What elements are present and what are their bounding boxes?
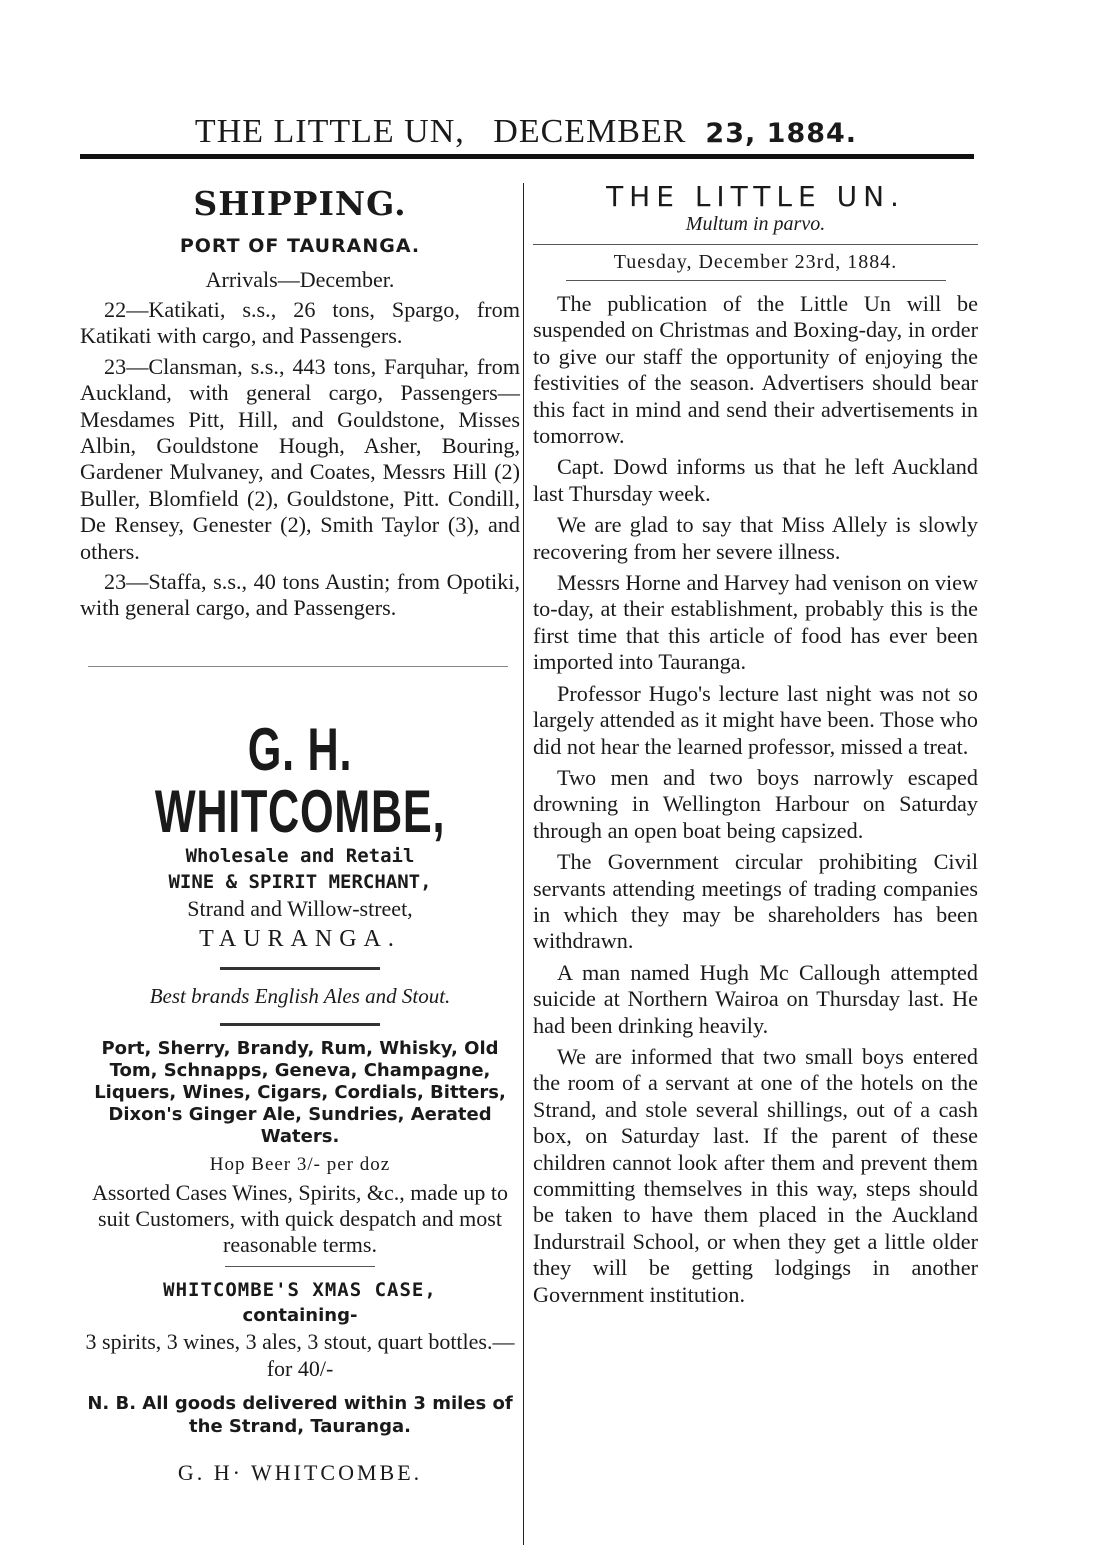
advert-rule xyxy=(220,1023,380,1026)
page-header xyxy=(80,113,972,151)
news-item: The publication of the Little Un will be suspended on Christmas and Boxing-day, in order to give our staff the opportunity of enjoying the festivities of the season. Advertisers should bear this fact in mind and send their advertisements in tomorrow. xyxy=(533,291,978,449)
advert-xmas-sub: containing- xyxy=(242,1304,358,1326)
news-item: Capt. Dowd informs us that he left Auckland last Thursday week. xyxy=(533,454,978,506)
advert-rule xyxy=(225,1266,375,1267)
masthead-motto: Multum in parvo. xyxy=(685,213,826,235)
section-divider xyxy=(88,666,508,667)
news-item: A man named Hugh Mc Callough attempted suicide at Northern Wairoa on Thursday last. He had been drinking heavily. xyxy=(533,959,978,1038)
shipping-entry: 22—Katikati, s.s., 26 tons, Spargo, from Katikati with cargo, and Passengers. xyxy=(80,297,520,349)
advert-town: TAURANGA. xyxy=(199,925,401,952)
masthead-title: THE LITTLE UN. xyxy=(606,180,905,213)
left-column xyxy=(80,180,520,1486)
news-item: Two men and two boys narrowly escaped drowning in Wellington Harbour on Saturday through an open boat being capsized. xyxy=(533,764,978,843)
advert-assorted: Assorted Cases Wines, Spirits, &c., made up to suit Customers, with quick despatch and most reasonable terms. xyxy=(91,1179,509,1257)
news-item: Messrs Horne and Harvey had venison on view to-day, at their establishment, probably this is the first time that this article of food has ever been imported into Tauranga. xyxy=(533,570,978,675)
advert-nb: N. B. All goods delivered within 3 miles of the Strand, Tauranga. xyxy=(87,1392,513,1437)
port-heading: PORT OF TAURANGA. xyxy=(179,235,421,257)
shipping-entry: 23—Clansman, s.s., 443 tons, Farquhar, from Auckland, with general cargo, Passengers—Mesdames Pitt, Hill, and Gouldstone, Misses Albin, Gouldstone Hough, Asher, Bouring, Gardener Mulvaney, and Coates, Messrs Hill (2) Buller, Blomfield (2), Gouldstone, Pitt. Condill, De Rensey, Genester (2), Smith Taylor (3), and others. xyxy=(80,353,520,564)
advert-xmas-title: WHITCOMBE'S XMAS CASE, xyxy=(163,1278,437,1301)
right-column xyxy=(533,180,978,1308)
advert-brands: Best brands English Ales and Stout. xyxy=(149,983,451,1008)
shipping-title: SHIPPING. xyxy=(193,184,407,223)
header-date: 23, 1884. xyxy=(705,118,858,149)
advert-rule xyxy=(220,967,380,970)
news-item: The Government circular prohibiting Civil servants attending meetings of trading companies in which they may be shareholders has been withdrawn. xyxy=(533,849,978,954)
advert-signature: G. H· WHITCOMBE. xyxy=(177,1459,423,1485)
header-month: DECEMBER xyxy=(493,113,687,150)
header-rule xyxy=(80,154,974,159)
advert-address: Strand and Willow-street, xyxy=(187,895,413,921)
paper-name: THE LITTLE UN, xyxy=(194,113,465,150)
advert-goods: Port, Sherry, Brandy, Rum, Whisky, Old Tom, Schnapps, Geneva, Champagne, Liquers, Wines, Cigars, Cordials, Bitters, Dixon's Ginger Ale, Sundries, Aerated Waters. xyxy=(94,1037,506,1147)
news-item: We are informed that two small boys entered the room of a servant at one of the hotels on the Strand, and stole several shillings, out of a cash box, on Saturday last. If the parent of these children cannot look after them and prevent them committing themselves in this way, steps should be taken to have them placed in the Auckland Indurstrail School, or when they get a little older they will be getting lodgings in another Government institution. xyxy=(533,1043,978,1307)
masthead-rule xyxy=(533,244,978,245)
advert-name: G. H. WHITCOMBE, xyxy=(154,715,446,845)
shipping-entry: 23—Staffa, s.s., 40 tons Austin; from Opotiki, with general cargo, and Passengers. xyxy=(80,569,520,621)
advert-line1: Wholesale and Retail xyxy=(185,844,415,867)
advert-line2: WINE & SPIRIT MERCHANT, xyxy=(168,870,432,893)
masthead-date: Tuesday, December 23rd, 1884. xyxy=(613,251,898,273)
news-item: We are glad to say that Miss Allely is slowly recovering from her severe illness. xyxy=(533,512,978,564)
advert-xmas-body: 3 spirits, 3 wines, 3 ales, 3 stout, quart bottles.—for 40/- xyxy=(85,1328,515,1381)
arrivals-heading: Arrivals—December. xyxy=(205,267,395,292)
news-item: Professor Hugo's lecture last night was not so largely attended as it might have been. Those who did not hear the learned professor, missed a treat. xyxy=(533,680,978,759)
masthead-rule xyxy=(566,280,946,281)
column-divider xyxy=(523,183,524,1545)
advert-hop-beer: Hop Beer 3/- per doz xyxy=(209,1153,391,1175)
